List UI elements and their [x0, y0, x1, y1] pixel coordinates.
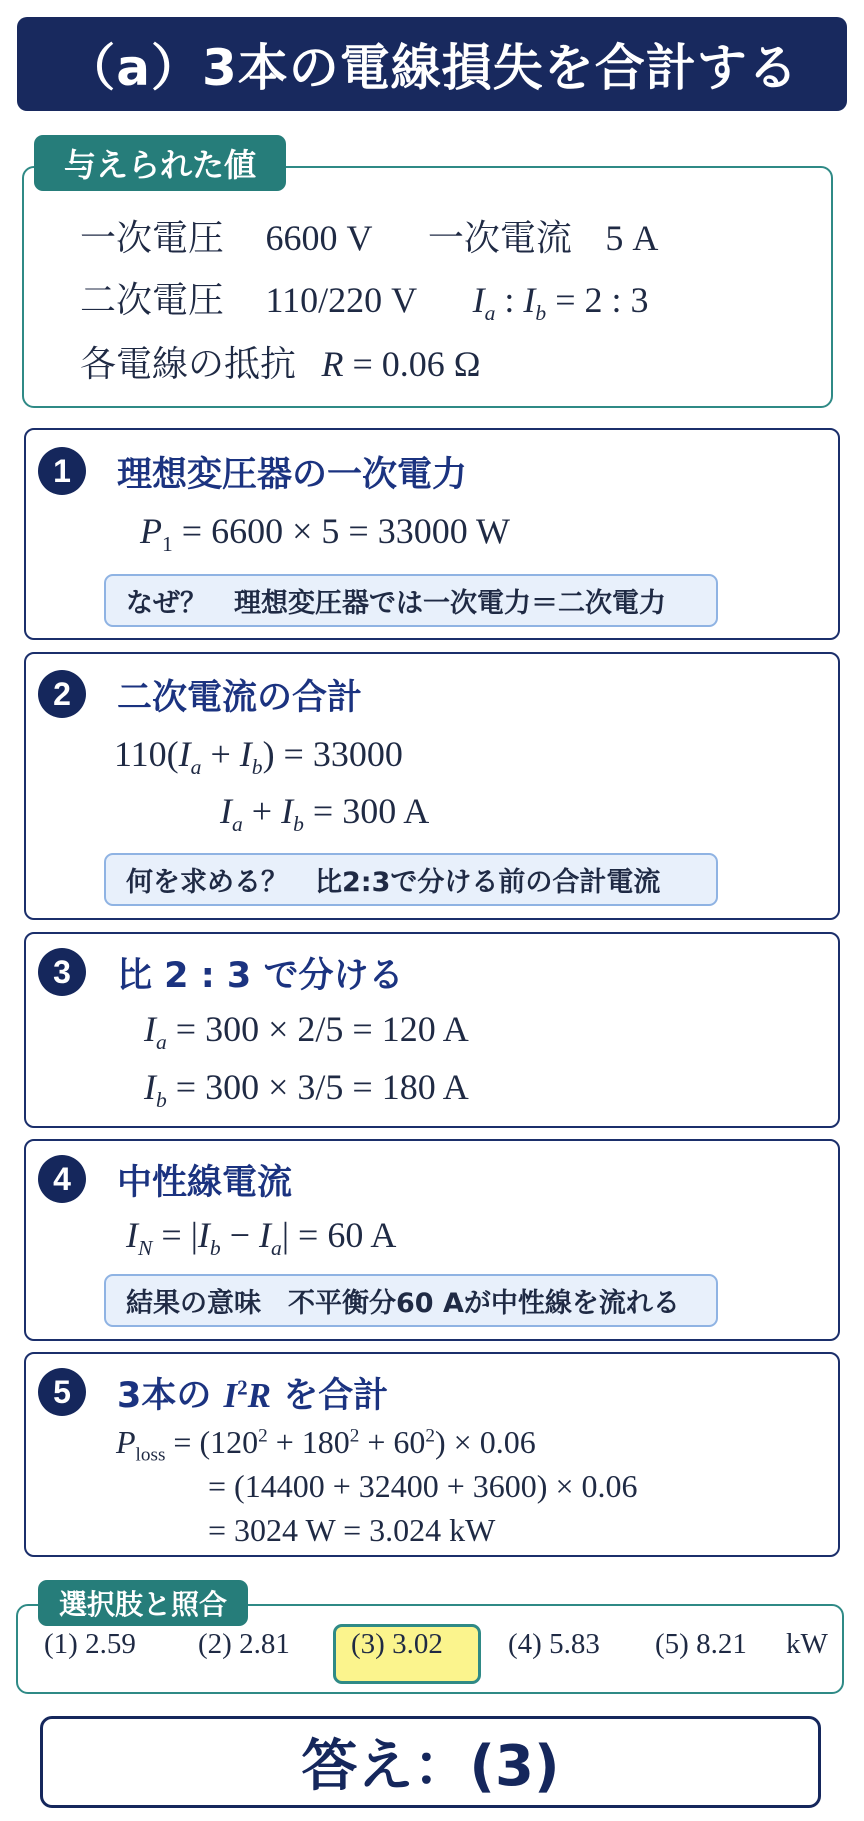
page-title: （a）3本の電線損失を合計する — [17, 17, 847, 111]
choice-4: (4) 5.83 — [508, 1628, 600, 1660]
current-ratio-lhs: $I_a$ — [472, 280, 496, 326]
given-values-tab: 与えられた値 — [34, 135, 286, 191]
given-line-3: 各電線の抵抗 R = 0.06 Ω — [80, 344, 481, 385]
step-3-equation-1: $I_a = 300 \times 2/5 = 120$ A — [144, 1009, 469, 1055]
choices-unit: kW — [786, 1628, 828, 1660]
step-5-equation-2: = (14400 + 32400 + 3600) × 0.06 — [208, 1468, 638, 1504]
step-2-equation-1: $110(I_a + I_b) = 33000$ — [114, 734, 403, 780]
choice-1: (1) 2.59 — [44, 1628, 136, 1660]
given-line-1 — [80, 210, 658, 261]
step-2-heading: 二次電流の合計 — [117, 678, 363, 718]
step-4-heading: 中性線電流 — [117, 1163, 293, 1203]
wire-resistance-value: 0.06 Ω — [381, 344, 481, 384]
step-5-equation-1: $P_{loss} = (120^2 + 180^2 + 60^2) \times 0.06$ — [116, 1424, 536, 1466]
step-3-number: 3 — [38, 948, 86, 996]
primary-current-value: 5 A — [605, 218, 659, 258]
choices-tab: 選択肢と照合 — [38, 1580, 248, 1626]
step-4-note: 結果の意味 不平衡分60 Aが中性線を流れる — [104, 1274, 718, 1327]
step-5-equation-3: = 3024 W = 3.024 kW — [208, 1512, 496, 1548]
step-3-heading: 比 2 : 3 で分ける — [117, 956, 404, 996]
step-5-heading: 3本の $I^2R$ を合計 — [117, 1375, 389, 1416]
primary-voltage-value: 6600 V — [265, 218, 373, 258]
primary-current-label: 一次電流 — [427, 218, 572, 259]
step-1-equation: $P_1 = 6600 \times 5 = 33000$ W — [140, 511, 511, 557]
secondary-voltage-value: 110/220 V — [265, 280, 418, 320]
step-4-equation: $I_N = |I_b - I_a| = 60$ A — [126, 1215, 397, 1261]
current-ratio-value: 2 : 3 — [584, 280, 649, 320]
wire-resistance-label: 各電線の抵抗 — [80, 344, 297, 385]
step-3-equation-2: $I_b = 300 \times 3/5 = 180$ A — [144, 1067, 469, 1113]
secondary-voltage-label: 二次電圧 — [80, 280, 225, 321]
choice-5: (5) 8.21 — [655, 1628, 747, 1660]
answer-box: 答え：(3) — [40, 1716, 821, 1808]
given-line-2: 二次電圧 110/220 V $I_a$ : $I_b = 2$ : 3 — [80, 280, 649, 326]
choice-2: (2) 2.81 — [198, 1628, 290, 1660]
step-1-number: 1 — [38, 447, 86, 495]
step-1-note: なぜ？ 理想変圧器では一次電力＝二次電力 — [104, 574, 718, 627]
step-1-heading: 理想変圧器の一次電力 — [117, 455, 468, 495]
step-2-number: 2 — [38, 670, 86, 718]
step-4-number: 4 — [38, 1155, 86, 1203]
step-2-note: 何を求める？ 比2:3で分ける前の合計電流 — [104, 853, 718, 906]
step-2-equation-2: $I_a + I_b = 300$ A — [220, 791, 430, 837]
primary-voltage-label: 一次電圧 — [80, 218, 225, 259]
choice-3: (3) 3.02 — [351, 1628, 443, 1660]
step-5-number: 5 — [38, 1368, 86, 1416]
